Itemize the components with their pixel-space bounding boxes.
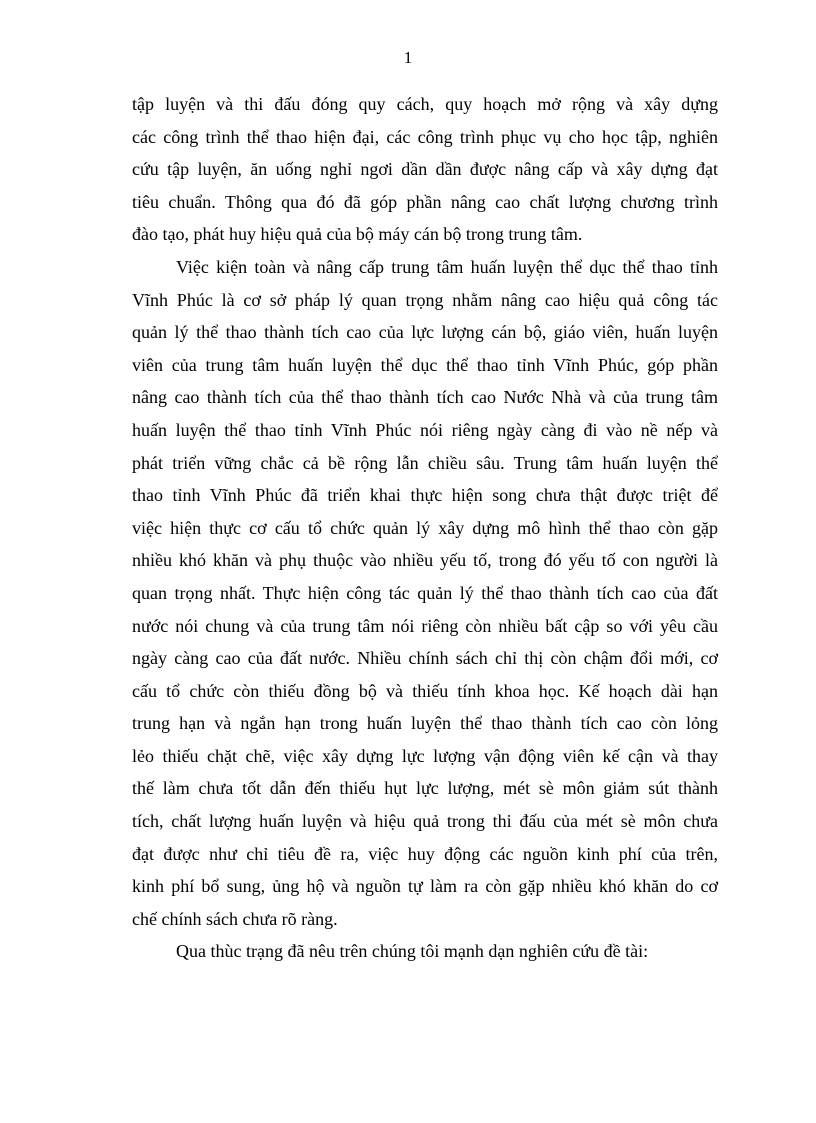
text-line: nâng cao thành tích của thể thao thành tích cao Nước Nhà và của trung tâm	[132, 387, 718, 408]
text-line: phát triển vững chắc cả bề rộng lẫn chiều sâu. Trung tâm huấn luyện thể	[132, 452, 718, 473]
text-line: nước nói chung và của trung tâm nói riêng còn nhiều bất cập so với yêu cầu	[132, 615, 718, 636]
text-line: quan trọng nhất. Thực hiện công tác quản lý thể thao thành tích cao của đất	[132, 582, 718, 603]
text-line: nhiều khó khăn và phụ thuộc vào nhiều yếu tố, trong đó yếu tố con người là	[132, 550, 718, 571]
text-line: tích, chất lượng huấn luyện và hiệu quả trong thi đấu của mét sè môn chưa	[132, 811, 718, 832]
paragraph-facilities	[132, 88, 718, 251]
text-line: tiêu chuẩn. Thông qua đó đã góp phần nâng cao chất lượng chương trình	[132, 191, 718, 212]
paragraph-consolidation	[132, 251, 718, 935]
text-line: thao tỉnh Vĩnh Phúc đã triển khai thực hiện song chưa thật được triệt để	[132, 485, 718, 506]
text-line: chế chính sách chưa rõ ràng.	[132, 908, 338, 929]
document-body	[132, 88, 718, 968]
text-line: trung hạn và ngắn hạn trong huấn luyện thể thao thành tích cao còn lỏng	[132, 713, 718, 734]
page-number: 1	[403, 48, 413, 67]
text-line: thế làm chưa tốt dẫn đến thiếu hụt lực lượng, mét sè môn giảm sút thành	[132, 778, 718, 799]
text-line: Vĩnh Phúc là cơ sở pháp lý quan trọng nhằm nâng cao hiệu quả công tác	[132, 289, 718, 310]
text-line: các công trình thể thao hiện đại, các công trình phục vụ cho học tập, nghiên	[132, 126, 718, 147]
text-line: viên của trung tâm huấn luyện thể dục thể thao tỉnh Vĩnh Phúc, góp phần	[132, 354, 718, 375]
text-line: Việc kiện toàn và nâng cấp trung tâm huấn luyện thể dục thể thao tỉnh	[176, 256, 718, 277]
text-line: đạt được như chỉ tiêu đề ra, việc huy động các nguồn kinh phí của trên,	[132, 843, 718, 864]
paragraph-research-intro	[132, 935, 718, 968]
text-line: việc hiện thực cơ cấu tổ chức quản lý xây dựng mô hình thể thao còn gặp	[132, 517, 718, 538]
text-line: tập luyện và thi đấu đóng quy cách, quy hoạch mở rộng và xây dựng	[132, 94, 718, 114]
text-line: lẻo thiếu chặt chẽ, việc xây dựng lực lượng vận động viên kế cận và thay	[132, 745, 718, 766]
text-line: cứu tập luyện, ăn uống nghỉ ngơi dần dần được nâng cấp và xây dựng đạt	[132, 159, 718, 180]
text-line: huấn luyện thể thao tỉnh Vĩnh Phúc nói riêng ngày càng đi vào nề nếp và	[132, 419, 718, 440]
text-line: quản lý thể thao thành tích cao của lực lượng cán bộ, giáo viên, huấn luyện	[132, 322, 718, 343]
text-line: Qua thùc trạng đã nêu trên chúng tôi mạnh dạn nghiên cứu đề tài:	[176, 941, 649, 962]
text-line: kinh phí bổ sung, ủng hộ và nguồn tự làm ra còn gặp nhiều khó khăn do cơ	[132, 876, 718, 897]
text-line: ngày càng cao của đất nước. Nhiều chính sách chỉ thị còn chậm đổi mới, cơ	[132, 648, 718, 669]
text-line: đào tạo, phát huy hiệu quả của bộ máy cán bộ trong trung tâm.	[132, 224, 583, 245]
text-line: cấu tổ chức còn thiếu đồng bộ và thiếu tính khoa học. Kế hoạch dài hạn	[132, 680, 718, 701]
